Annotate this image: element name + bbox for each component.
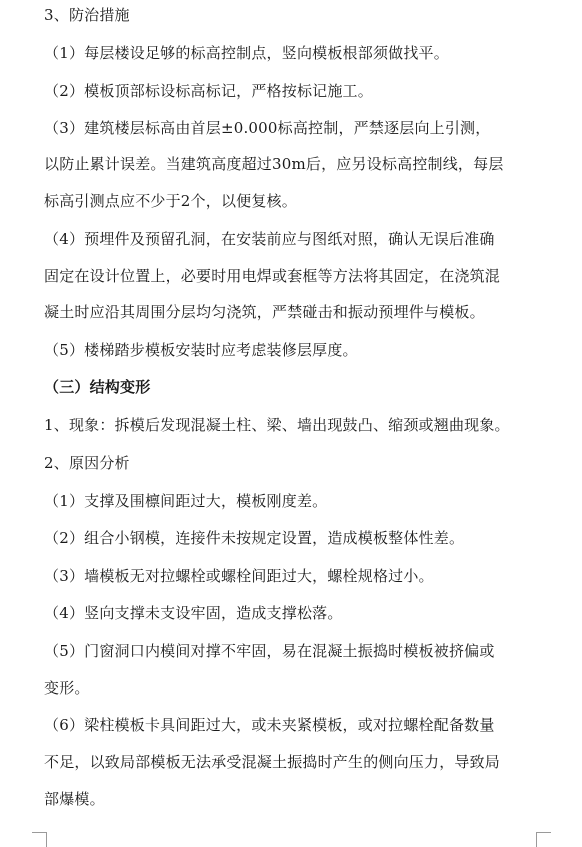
cause-4: （4）竖向支撑未支设牢固，造成支撑松落。 [44, 604, 343, 622]
measure-4-line-3: 凝土时应沿其周围分层均匀浇筑，严禁碰击和振动预埋件与模板。 [44, 303, 485, 321]
measure-1: （1）每层楼设足够的标高控制点，竖向模板根部须做找平。 [44, 44, 449, 62]
measure-4-line-1: （4）预埋件及预留孔洞，在安装前应与图纸对照，确认无误后准确 [44, 230, 495, 248]
cause-6-line-1: （6）梁柱模板卡具间距过大，或未夹紧模板，或对拉螺栓配备数量 [44, 716, 495, 734]
measure-5: （5）楼梯踏步模板安装时应考虑装修层厚度。 [44, 341, 358, 359]
measure-2: （2）模板顶部标设标高标记，严格按标记施工。 [44, 82, 373, 100]
cause-5-line-2: 变形。 [44, 679, 90, 697]
cause-5-line-1: （5）门窗洞口内模间对撑不牢固，易在混凝土振捣时模板被挤偏或 [44, 642, 495, 660]
cause-2: （2）组合小钢模，连接件未按规定设置，造成模板整体性差。 [44, 529, 465, 547]
heading-measures: 3、防治措施 [44, 6, 130, 24]
cause-3: （3）墙模板无对拉螺栓或螺栓间距过大，螺栓规格过小。 [44, 567, 434, 585]
measure-4-line-2: 固定在设计位置上，必要时用电焊或套框等方法将其固定，在浇筑混 [44, 267, 501, 285]
page-corner-mark-right [536, 832, 551, 847]
cause-6-line-2: 不足，以致局部模板无法承受混凝土振捣时产生的侧向压力，导致局 [44, 753, 501, 771]
section-title: （三）结构变形 [44, 378, 151, 396]
page-corner-mark-left [32, 832, 47, 847]
phenomenon: 1、现象：拆模后发现混凝土柱、梁、墙出现鼓凸、缩颈或翘曲现象。 [44, 416, 510, 434]
measure-3-line-2: 以防止累计误差。当建筑高度超过30m后，应另设标高控制线，每层 [44, 155, 504, 173]
measure-3-line-1: （3）建筑楼层标高由首层±0.000标高控制，严禁逐层向上引测， [44, 119, 491, 137]
cause-1: （1）支撑及围檩间距过大，模板刚度差。 [44, 492, 328, 510]
heading-causes: 2、原因分析 [44, 454, 130, 472]
measure-3-line-3: 标高引测点应不少于2个，以便复核。 [44, 192, 297, 210]
cause-6-line-3: 部爆模。 [44, 790, 105, 808]
